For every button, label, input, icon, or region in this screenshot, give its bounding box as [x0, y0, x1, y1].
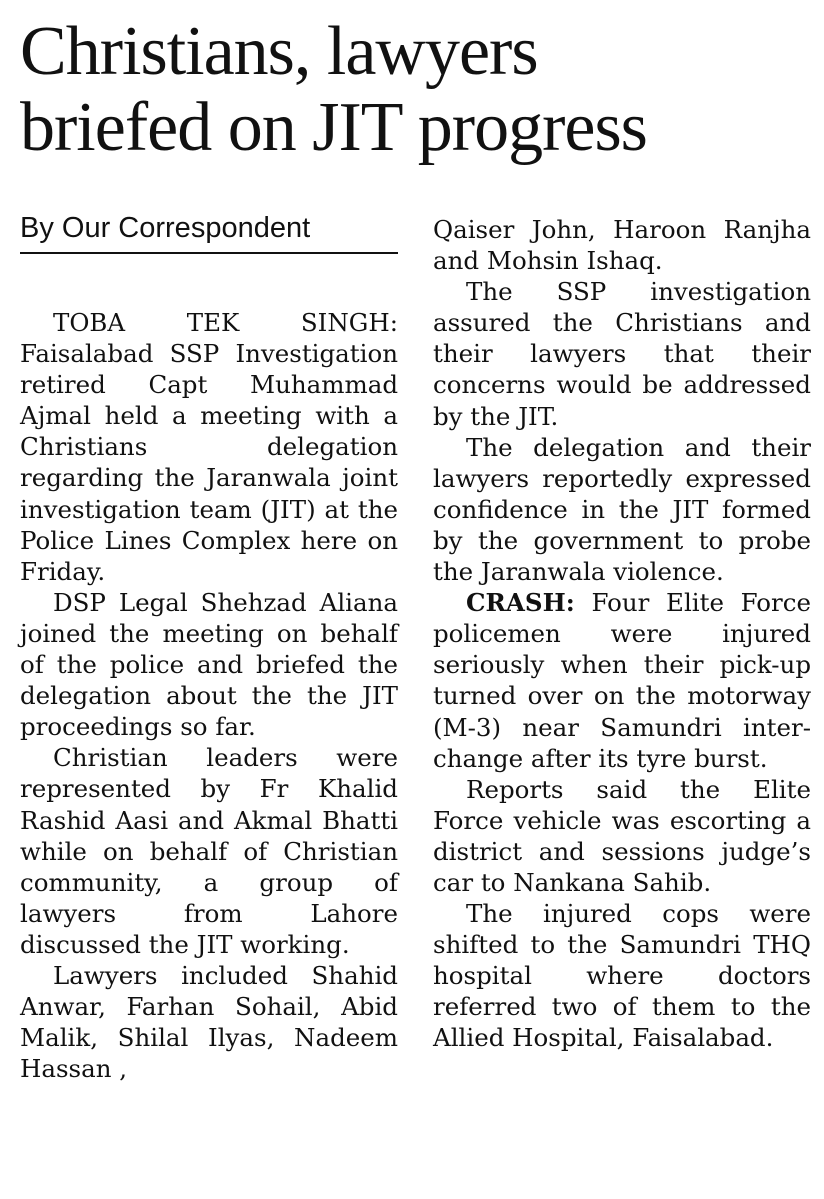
crash-lead: CRASH: [466, 588, 575, 618]
dateline: TOBA TEK SINGH: [53, 308, 398, 337]
paragraph-7 [433, 587, 811, 774]
paragraph-5: The SSP investigation assured the Christians and their lawyers that their concerns would be addressed by the JIT. [433, 277, 811, 431]
paragraph-9: The injured cops were shifted to the Samundri THQ hospital where doctors referred two of them to the Allied Hospital, Faisalabad. [433, 899, 811, 1053]
byline: By Our Correspondent [20, 208, 398, 254]
paragraph-1-text: Faisalabad SSP Investigation retired Capt Muhammad Ajmal held a meeting with a Christians delegation regarding the Jaranwala joint investigation team (JIT) at the Police Lines Complex here on Friday. [20, 339, 398, 586]
paragraph-4-continued: Qaiser John, Haroon Ranjha and Mohsin Ishaq. [433, 215, 811, 276]
paragraph-1 [20, 307, 398, 587]
paragraph-6: The delegation and their lawyers reportedly expressed confidence in the JIT formed by the government to probe the Jaranwala violence. [433, 432, 811, 587]
paragraph-7-text: Four Elite Force policemen were injured seriously when their pick-up turned over on the motorway (M-3) near Samundri interchange after its tyre burst. [433, 588, 811, 773]
left-column [20, 307, 398, 1084]
paragraph-8: Reports said the Elite Force vehicle was escorting a district and sessions judge’s car to Nankana Sahib. [433, 774, 811, 897]
headline [20, 14, 810, 166]
headline-line-2: briefed on JIT progress [20, 89, 647, 166]
paragraph-2: DSP Legal Shehzad Aliana joined the meeting on behalf of the police and briefed the delegation about the the JIT proceedings so far. [20, 587, 398, 742]
paragraph-3: Christian leaders were represented by Fr Khalid Rashid Aasi and Akmal Bhatti while on behalf of Christian community, a group of lawyers from Lahore discussed the JIT working. [20, 743, 398, 959]
headline-line-1: Christians, lawyers [20, 13, 538, 90]
paragraph-4: Lawyers included Shahid Anwar, Farhan Sohail, Abid Malik, Shilal Ilyas, Nadeem Hassan , [20, 960, 398, 1084]
right-column [433, 214, 811, 1054]
